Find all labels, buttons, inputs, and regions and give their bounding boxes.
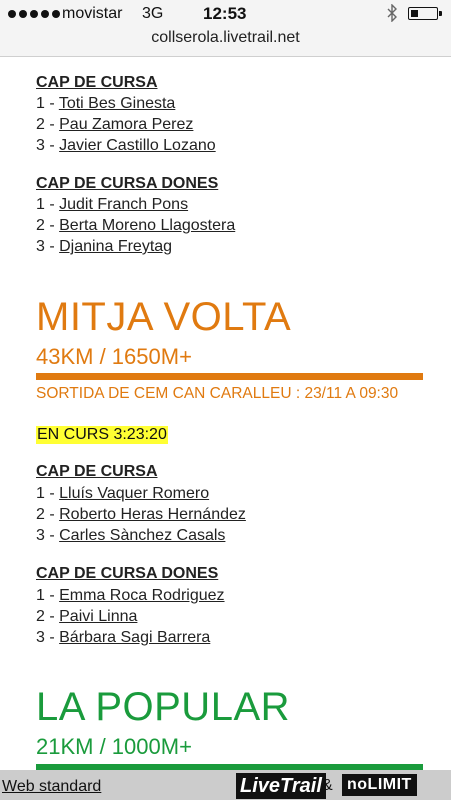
ampersand: & (322, 777, 333, 794)
list-item (36, 527, 225, 545)
list-item (36, 95, 175, 113)
runner-link[interactable]: Pau Zamora Perez (59, 116, 194, 133)
list-item (36, 217, 235, 235)
runner-link[interactable]: Javier Castillo Lozano (59, 137, 216, 154)
rank-number: 3 - (36, 629, 60, 646)
runner-link[interactable]: Judit Franch Pons (59, 196, 189, 213)
cap-de-cursa-heading: CAP DE CURSA (36, 74, 158, 91)
runner-link[interactable]: Carles Sànchez Casals (59, 527, 226, 544)
battery-icon (408, 7, 438, 20)
rank-number: 2 - (36, 116, 60, 133)
list-item (36, 137, 216, 155)
cap-de-cursa-dones-heading: CAP DE CURSA DONES (36, 565, 219, 582)
section-divider (36, 373, 423, 380)
race-distance: 21KM / 1000M+ (36, 734, 192, 759)
status-bar (0, 0, 451, 28)
bluetooth-icon (386, 4, 398, 22)
runner-link[interactable]: Roberto Heras Hernández (59, 506, 246, 523)
rank-number: 1 - (36, 95, 59, 112)
carrier-name: movistar (62, 5, 123, 22)
rank-number: 2 - (36, 608, 60, 625)
race-title: LA POPULAR (36, 685, 291, 729)
list-item (36, 587, 225, 605)
rank-number: 3 - (36, 137, 60, 154)
cap-de-cursa-heading: CAP DE CURSA (36, 463, 158, 480)
cap-de-cursa-dones-heading: CAP DE CURSA DONES (36, 175, 219, 192)
rank-number: 1 - (36, 485, 60, 502)
runner-link[interactable]: Lluís Vaquer Romero (59, 485, 210, 502)
rank-number: 1 - (36, 196, 60, 213)
rank-number: 1 - (36, 587, 60, 604)
list-item (36, 238, 172, 256)
runner-link[interactable]: Toti Bes Ginesta (58, 95, 176, 112)
signal-strength-icon (8, 10, 60, 18)
list-item (36, 506, 246, 524)
list-item (36, 116, 193, 134)
url-text[interactable]: collserola.livetrail.net (151, 29, 300, 46)
start-info: SORTIDA DE CEM CAN CARALLEU : 23/11 A 09:30 (36, 385, 399, 402)
race-title: MITJA VOLTA (36, 295, 292, 339)
network-type: 3G (142, 5, 164, 22)
race-status-badge: EN CURS 3:23:20 (37, 426, 167, 443)
rank-number: 3 - (36, 527, 60, 544)
rank-number: 2 - (36, 217, 60, 234)
rank-number: 3 - (36, 238, 60, 255)
runner-link[interactable]: Emma Roca Rodriguez (59, 587, 225, 604)
list-item (36, 485, 209, 503)
runner-link[interactable]: Bárbara Sagi Barrera (59, 629, 211, 646)
clock: 12:53 (203, 4, 247, 23)
runner-link[interactable]: Paivi Linna (59, 608, 138, 625)
runner-link[interactable]: Berta Moreno Llagostera (59, 217, 236, 234)
race-distance: 43KM / 1650M+ (36, 344, 192, 369)
list-item (36, 608, 137, 626)
nolimit-logo[interactable]: noLIMIT (342, 774, 417, 796)
rank-number: 2 - (36, 506, 60, 523)
livetrail-logo[interactable]: LiveTrail (236, 773, 326, 799)
list-item (36, 196, 188, 214)
runner-link[interactable]: Djanina Freytag (59, 238, 173, 255)
address-bar[interactable] (0, 28, 451, 57)
web-standard-link[interactable]: Web standard (2, 778, 102, 795)
list-item (36, 629, 210, 647)
footer-bar (0, 770, 451, 800)
